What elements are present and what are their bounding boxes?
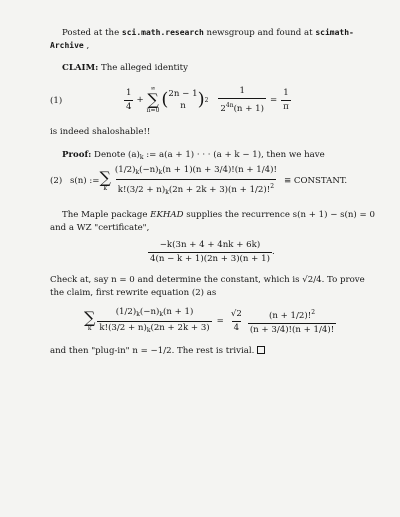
- num-sub-k-1: k: [135, 168, 140, 176]
- binom-top: 2n − 1: [168, 89, 198, 99]
- binom-right-paren: ): [197, 89, 205, 110]
- sigma-symbol-2: ∑: [99, 168, 111, 187]
- rhs-den: π: [283, 101, 289, 112]
- equation-number-2: [50, 176, 62, 187]
- rw-den-2: (2n + 2k + 3): [150, 322, 210, 333]
- quarter-den: 4: [126, 101, 132, 112]
- sigma-symbol: ∑: [147, 90, 159, 109]
- c-num: √2: [230, 308, 242, 319]
- maple-text-2: supplies the recurrence s(n + 1) − s(n) = 0: [183, 210, 375, 220]
- equation-1: [124, 80, 291, 120]
- rw-num-2: (−n): [139, 306, 160, 317]
- binom-left-paren: (: [161, 89, 169, 110]
- check-text-2: the claim, first rewrite equation (2) as: [50, 288, 217, 298]
- binomial: [168, 88, 197, 112]
- final-line: [50, 346, 265, 357]
- intro-text: Posted at the: [62, 28, 122, 38]
- intro-text-3: ,: [83, 41, 90, 51]
- den-exp-2: 2: [270, 182, 275, 190]
- certificate: [148, 238, 275, 266]
- conclusion-text-2: able!!: [125, 127, 151, 137]
- rewrite-num: [114, 307, 196, 321]
- certificate-fraction: [148, 240, 272, 265]
- constant-fraction: [229, 309, 244, 334]
- den-part-2: (2n + 2k + 3)(n + 1/2)!: [168, 184, 271, 195]
- frac2-den: [116, 179, 276, 198]
- sum-lower-3: k: [87, 325, 92, 332]
- plus-sign: +: [136, 94, 144, 105]
- sum-lower-1: n=0: [146, 107, 160, 114]
- check-line-2: [50, 288, 216, 299]
- claim-text: The alleged identity: [98, 63, 188, 73]
- archive-name-2: Archive: [50, 41, 84, 50]
- quarter-num: 1: [126, 87, 132, 98]
- equation-number-1: [50, 96, 62, 107]
- frac2-num: [113, 165, 279, 179]
- sum-operator-1: [147, 86, 160, 114]
- conclusion-text: is indeed shalosh: [50, 127, 126, 137]
- rw-num-3: (n + 1): [162, 306, 194, 317]
- rewrite-fraction-2: [248, 307, 336, 336]
- sum-operator-2: [99, 170, 110, 192]
- rhs-fraction: [281, 88, 291, 113]
- eq-number-2: (2): [50, 176, 63, 186]
- rw-sub-k-1: k: [136, 310, 140, 318]
- proof-label: Proof:: [62, 150, 92, 160]
- ekhad-name: EKHAD: [150, 210, 184, 220]
- main-frac-den: [218, 98, 266, 115]
- claim-label: CLAIM:: [62, 63, 99, 73]
- r-num-wrap: [267, 307, 317, 323]
- rewrite-den: [97, 321, 211, 336]
- rw-den-sub-k: k: [146, 326, 151, 334]
- num-part-3: (n + 1)(n + 3/4)!(n + 1/4)!: [162, 164, 277, 175]
- maple-text-3: and a WZ "certificate",: [50, 223, 150, 233]
- s-definition: s(n) :=: [70, 175, 100, 186]
- intro-text-2: newsgroup and found at: [203, 28, 316, 38]
- binom-power: 2: [204, 96, 209, 104]
- proof-heading: [62, 150, 325, 163]
- den-exp: 4n: [225, 101, 234, 109]
- sum-upper-1: ∞: [150, 85, 156, 92]
- eq-number-1: (1): [50, 96, 63, 106]
- final-text: and then "plug-in" n = −1/2. The rest is trivial.: [50, 346, 255, 356]
- r-num: (n + 1/2)!: [268, 310, 312, 321]
- equals-rewrite: =: [216, 315, 224, 326]
- check-text-1: Check at, say n = 0 and determine the constant, which is √2/4. To prove: [50, 275, 365, 285]
- equation-rewrite: [84, 305, 336, 337]
- claim-conclusion: [50, 127, 150, 138]
- cert-period: .: [271, 246, 275, 257]
- num-part-2: (−n): [139, 164, 159, 175]
- check-line-1: [50, 275, 365, 286]
- proof-text: Denote (a): [91, 150, 140, 160]
- den-base: 2: [220, 103, 226, 114]
- sigma-symbol-3: ∑: [84, 308, 96, 327]
- maple-text: The Maple package: [62, 210, 151, 220]
- num-part-1: (1/2): [114, 164, 136, 175]
- equation-2: [70, 165, 347, 197]
- main-frac-num: 1: [239, 85, 245, 96]
- rw-num-1: (1/2): [115, 306, 137, 317]
- den-sub-k: k: [165, 188, 169, 196]
- c-den: 4: [233, 322, 240, 333]
- cert-den: 4(n − k + 1)(2n + 3)(n + 1): [150, 253, 270, 264]
- r-num-exp: 2: [311, 308, 316, 316]
- sum-operator-3: [84, 310, 95, 332]
- cert-den-wrap: [148, 252, 272, 265]
- claim-heading: [62, 63, 188, 74]
- intro-line-2: [50, 40, 89, 52]
- rw-sub-k-2: k: [159, 310, 163, 318]
- maple-line-2: [50, 223, 149, 234]
- sum-lower-2: k: [103, 185, 108, 192]
- proof-text-2: := a(a + 1) · · · (a + k − 1), then we have: [143, 150, 325, 160]
- rw-den-1: k!(3/2 + n): [99, 322, 147, 333]
- proof-sub-k: k: [139, 154, 144, 161]
- rewrite-fraction-1: [97, 307, 211, 336]
- rhs-num: 1: [283, 87, 289, 98]
- quarter-fraction: [124, 88, 133, 113]
- constant-text: ≡ CONSTANT.: [283, 175, 348, 186]
- archive-name: scimath-: [315, 28, 354, 37]
- qed-square-icon: [257, 346, 265, 354]
- r-den: (n + 3/4)!(n + 1/4)!: [249, 324, 335, 335]
- maple-line-1: [62, 210, 375, 221]
- intro-line-1: [62, 27, 354, 39]
- den-rest: (n + 1): [233, 103, 264, 114]
- den-part-1: k!(3/2 + n): [117, 184, 166, 195]
- num-sub-k-2: k: [158, 168, 163, 176]
- main-fraction-2: [113, 165, 279, 198]
- newsgroup-name: sci.math.research: [121, 28, 204, 37]
- binom-bottom: n: [180, 101, 186, 111]
- equals-1: =: [269, 94, 278, 105]
- cert-num: −k(3n + 4 + 4nk + 6k): [159, 239, 261, 250]
- main-fraction-1: [218, 86, 266, 115]
